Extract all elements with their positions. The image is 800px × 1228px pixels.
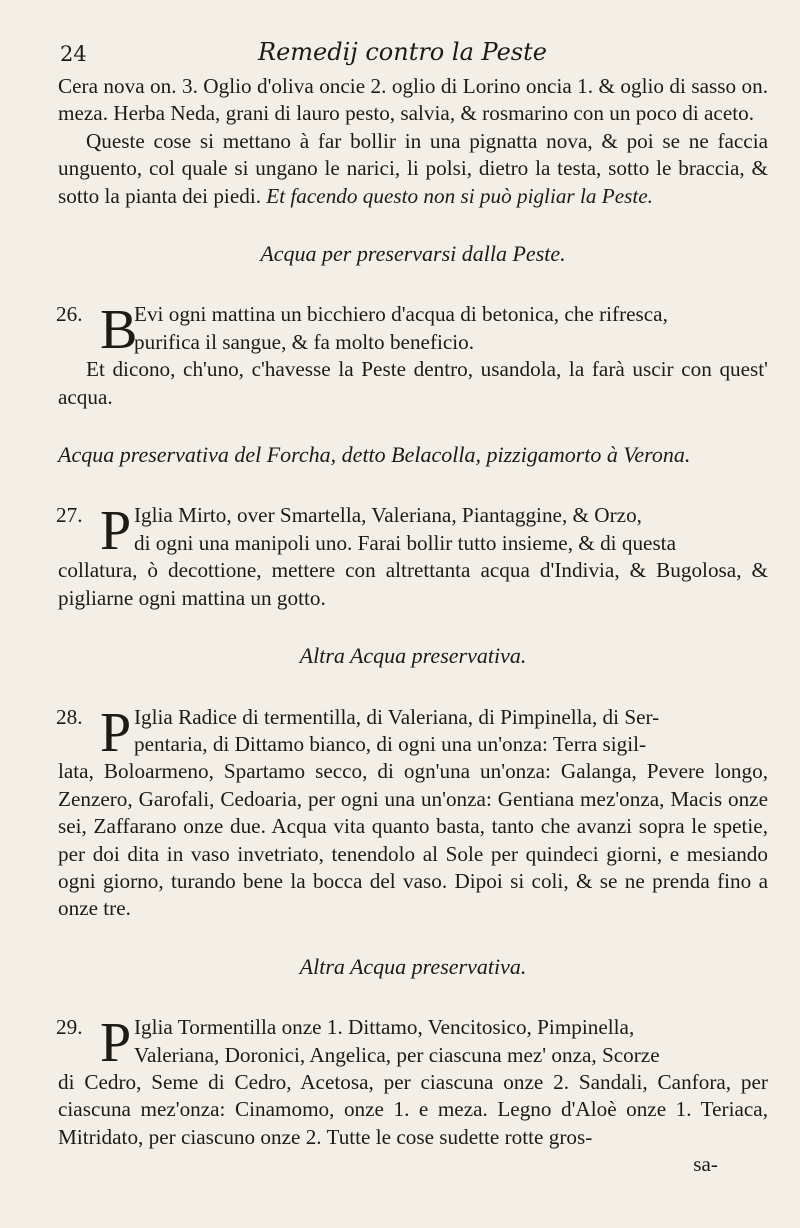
recipe-number: 29. bbox=[56, 1015, 83, 1040]
intro-paragraph-2 bbox=[58, 128, 768, 210]
section-heading-29: Altra Acqua preservativa. bbox=[299, 953, 527, 979]
recipe-line-2: Valeriana, Doronici, Angelica, per ciascuna mez' onza, Scorze bbox=[134, 1042, 660, 1067]
recipe-line-1: Iglia Mirto, over Smartella, Valeriana, Piantaggine, & Orzo, bbox=[134, 503, 642, 528]
drop-cap: P bbox=[100, 1012, 132, 1075]
drop-cap: P bbox=[100, 701, 132, 764]
recipe-28 bbox=[56, 701, 768, 923]
recipe-number: 26. bbox=[56, 302, 83, 327]
drop-cap: B bbox=[100, 299, 138, 362]
recipe-line-2: pentaria, di Dittamo bianco, di ogni una un'onza: Terra sigil- bbox=[134, 731, 647, 756]
page-header bbox=[60, 38, 760, 70]
section-heading-26: Acqua per preservarsi dalla Peste. bbox=[260, 241, 566, 267]
recipe-number: 27. bbox=[56, 503, 83, 528]
drop-cap: P bbox=[100, 500, 132, 563]
page-number: 24 bbox=[60, 42, 87, 66]
recipe-line-2: purifica il sangue, & fa molto beneficio. bbox=[134, 329, 475, 354]
recipe-text: collatura, ò decottione, mettere con altrettanta acqua d'Indivia, & Bugolosa, & pigliarne ogni mattina un gotto. bbox=[58, 558, 768, 610]
intro-italic-tail: Et facendo questo non si può pigliar la Peste. bbox=[266, 183, 653, 208]
intro-text: Cera nova on. 3. Oglio d'oliva oncie 2. oglio di Lorino oncia 1. & oglio di sasso on. meza. Herba Neda, grani di lauro pesto, salvia, & rosmarino con un poco di aceto. bbox=[58, 74, 768, 126]
recipe-text: Et dicono, ch'uno, c'havesse la Peste dentro, usandola, la farà uscir con quest' acqua. bbox=[58, 357, 768, 409]
recipe-27 bbox=[58, 502, 768, 612]
recipe-text: di Cedro, Seme di Cedro, Acetosa, per ciascuna onze 2. Sandali, Canfora, per ciascuna mez'onza: Cinamomo, onze 1. e meza. Legno d'Aloè onze 1. Teriaca, Mitridato, per ciascuno onze 2. Tutte le cose sudette rotte gros- bbox=[58, 1069, 768, 1149]
recipe-line-1: Iglia Radice di termentilla, di Valeriana, di Pimpinella, di Ser- bbox=[134, 704, 660, 729]
section-heading-28: Altra Acqua preservativa. bbox=[299, 643, 527, 669]
running-title: Remedij contro la Peste bbox=[258, 38, 547, 66]
recipe-line-1: Iglia Tormentilla onze 1. Dittamo, Vencitosico, Pimpinella, bbox=[134, 1015, 635, 1040]
recipe-line-2: di ogni una manipoli uno. Farai bollir tutto insieme, & di questa bbox=[134, 530, 676, 555]
intro-paragraph bbox=[58, 73, 768, 128]
recipe-29 bbox=[58, 1014, 768, 1151]
recipe-text: lata, Boloarmeno, Spartamo secco, di ogn'una un'onza: Galanga, Pevere longo, Zenzero, Garofali, Cedoaria, per ogni una un'onza: Gentiana mez'onza, Macis onze sei, Zaffarano onze due. Acqua vita quanto basta, tanto che avanzi sopra le spetie, per doi dita in vaso invetriato, tenendolo al Sole per quindeci giorni, e mesiando ogni giorno, turando bene la bocca del vaso. Dipoi si coli, & se ne prenda fino a onze tre. bbox=[58, 759, 768, 921]
recipe-number: 28. bbox=[56, 704, 83, 729]
intro-text-2: Queste cose si mettano à far bollir in una pignatta nova, & poi se ne faccia unguento, col quale si ungano le narici, li polsi, dietro la testa, sotto le braccia, & sotto la pianta dei piedi. bbox=[58, 128, 768, 208]
recipe-line-1: Evi ogni mattina un bicchiero d'acqua di betonica, che rifresca, bbox=[134, 302, 668, 327]
recipe-26 bbox=[58, 301, 768, 411]
page-body bbox=[58, 73, 768, 1179]
catchword: sa- bbox=[693, 1152, 718, 1177]
section-heading-27: Acqua preservativa del Forcha, detto Belacolla, pizzigamorto à Verona. bbox=[58, 442, 691, 468]
